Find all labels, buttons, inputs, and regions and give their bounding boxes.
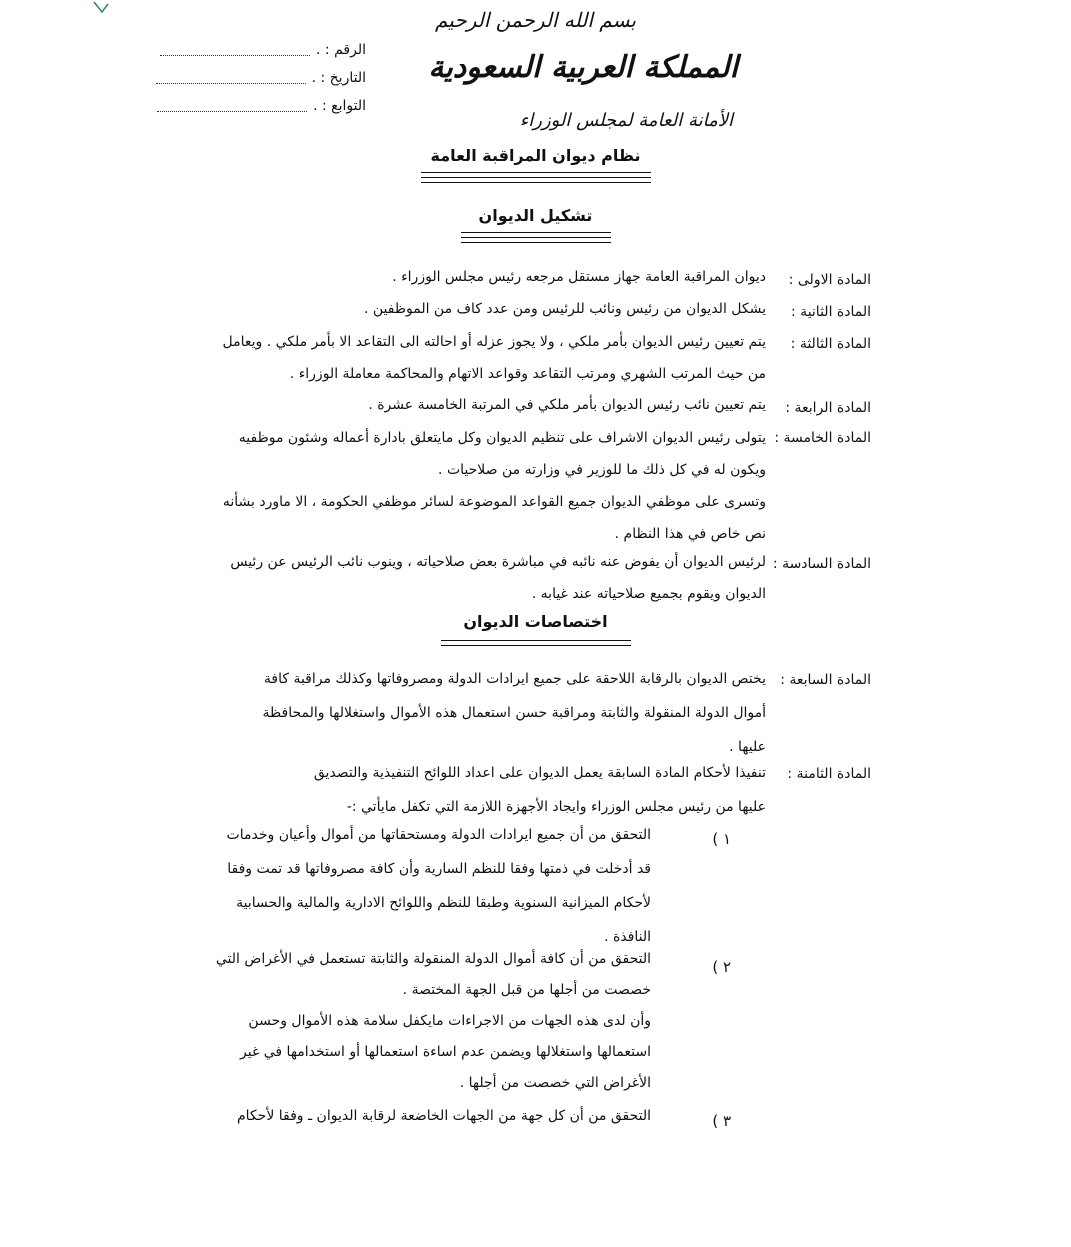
title-underline xyxy=(421,177,651,178)
date-field xyxy=(156,70,366,86)
section-underline xyxy=(461,237,611,238)
article-text: تنفيذا لأحكام المادة السابقة يعمل الديوان على اعداد اللوائح التنفيذية والتصديق عليها من رئيس مجلس الوزراء وايجاد الأجهزة اللازمة التي تكفل مايأتي :- xyxy=(313,765,766,815)
field-blank xyxy=(160,45,310,56)
section-underline xyxy=(441,640,631,641)
item-text: التحقق من أن كل جهة من الجهات الخاضعة لرقابة الديوان ـ وفقا لأحكام xyxy=(237,1108,651,1124)
org-name: المملكة العربية السعودية xyxy=(428,50,738,85)
article-label: المادة الثامنة : xyxy=(787,766,871,782)
article-text: يتم تعيين رئيس الديوان بأمر ملكي ، ولا يجوز عزله أو احالته الى التقاعد الا بأمر ملكي . ويعامل من حيث المرتب الشهري ومرتب التقاعد وقواعد الاتهام والمحاكمة معاملة الوزراء . xyxy=(222,334,766,382)
field-blank xyxy=(156,73,306,84)
article-text: ديوان المراقبة العامة جهاز مستقل مرجعه رئيس مجلس الوزراء . xyxy=(392,269,766,285)
article-text: لرئيس الديوان أن يفوض عنه نائبه في مباشرة بعض صلاحياته ، وينوب نائب الرئيس عن رئيس الديوان ويقوم بجميع صلاحياته عند غيابه . xyxy=(230,554,766,602)
article-label: المادة الاولى : xyxy=(788,272,871,288)
field-label: التوابع : . xyxy=(313,98,366,114)
document-title: نظام ديوان المراقبة العامة xyxy=(430,146,641,165)
section-underline xyxy=(441,645,631,646)
reference-number-field xyxy=(160,42,366,58)
attachments-field xyxy=(157,98,366,114)
article-text: يتم تعيين نائب رئيس الديوان بأمر ملكي في المرتبة الخامسة عشرة . xyxy=(368,397,766,413)
article-label: المادة الخامسة : xyxy=(774,430,871,446)
article-text: يختص الديوان بالرقابة اللاحقة على جميع ايرادات الدولة ومصروفاتها وكذلك مراقبة كافة أموال الدولة المنقولة والثابتة ومراقبة حسن استعمال هذه الأموال واستغلالها والمحافظة عليها . xyxy=(262,671,766,755)
article-label: المادة الرابعة : xyxy=(785,400,871,416)
item-text: التحقق من أن جميع ايرادات الدولة ومستحقاتها من أموال وأعيان وخدمات قد أدخلت في ذمتها وفقا للنظم السارية وأن كافة مصروفاتها قد تمت وفقا لأحكام الميزانية السنوية وطبقا للنظم واللوائح الادارية والمالية والحسابية النافذة . xyxy=(226,827,651,945)
section-title: اختصاصات الديوان xyxy=(463,612,608,631)
article-label: المادة السابعة : xyxy=(780,672,871,688)
section-underline xyxy=(461,242,611,243)
section-underline xyxy=(461,232,611,233)
article-text: يتولى رئيس الديوان الاشراف على تنظيم الديوان وكل مايتعلق بادارة أعماله وشئون موظفيه ويكون له في كل ذلك ما للوزير في وزارته من صلاحيات . وتسرى على موظفي الديوان جميع القواعد الموضوعة لسائر موظفي الحكومة ، الا ماورد بشأنه نص خاص في هذا النظام . xyxy=(222,430,766,542)
field-label: التاريخ : . xyxy=(311,70,366,86)
article-label: المادة السادسة : xyxy=(772,556,871,572)
item-number: ٣ ) xyxy=(712,1112,731,1130)
field-label: الرقم : . xyxy=(316,42,366,58)
title-underline xyxy=(421,172,651,173)
org-subtitle: الأمانة العامة لمجلس الوزراء xyxy=(519,110,733,131)
article-text: يشكل الديوان من رئيس ونائب للرئيس ومن عدد كاف من الموظفين . xyxy=(363,301,766,317)
title-underline xyxy=(421,182,651,183)
item-number: ١ ) xyxy=(712,830,731,848)
article-label: المادة الثانية : xyxy=(791,304,871,320)
field-blank xyxy=(157,101,307,112)
item-number: ٢ ) xyxy=(712,958,731,976)
basmala: بسم الله الرحمن الرحيم xyxy=(434,8,636,32)
item-text: التحقق من أن كافة أموال الدولة المنقولة والثابتة تستعمل في الأغراض التي خصصت من أجلها من قبل الجهة المختصة . وأن لدى هذه الجهات من الاجراءات مايكفل سلامة هذه الأموال وحسن استعمالها واستغلالها ويضمن عدم اساءة استعمالها أو استخدامها في غير الأغراض التي خصصت من أجلها . xyxy=(215,951,651,1091)
article-label: المادة الثالثة : xyxy=(790,336,871,352)
section-title: تشكيل الديوان xyxy=(478,206,593,225)
